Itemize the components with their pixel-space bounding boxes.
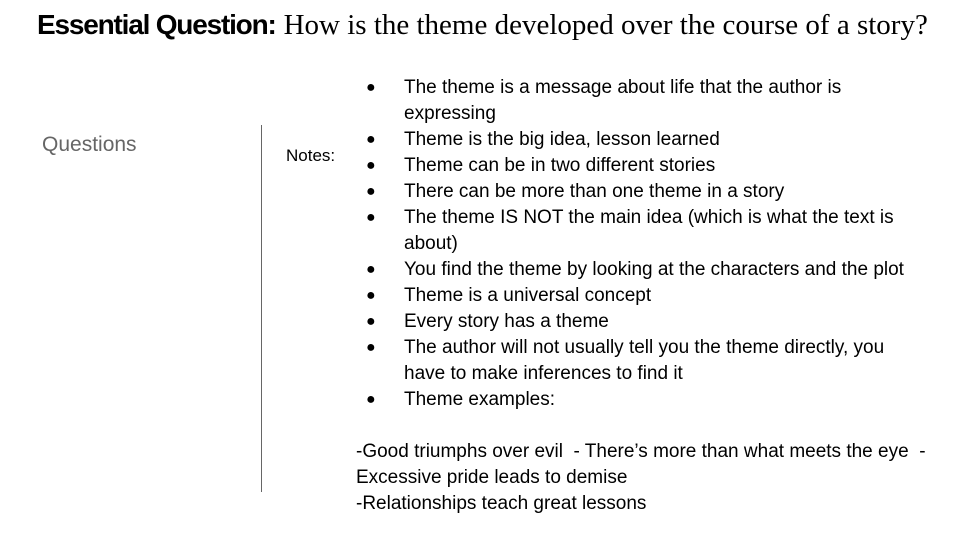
bullet-icon: ● <box>366 157 376 174</box>
bullet-icon: ● <box>366 79 376 96</box>
list-item <box>356 257 916 283</box>
list-item <box>356 335 916 387</box>
note-text: The theme IS NOT the main idea (which is what the text is about) <box>404 207 894 254</box>
column-divider <box>261 125 262 492</box>
note-text: The theme is a message about life that the author is expressing <box>404 77 842 124</box>
list-item <box>356 179 916 205</box>
note-text: Theme is a universal concept <box>404 285 652 306</box>
bullet-icon: ● <box>366 183 376 200</box>
essential-question <box>37 2 937 53</box>
essential-question-label: Essential Question: <box>37 9 276 40</box>
list-item <box>356 309 916 335</box>
essential-question-text: How is the theme developed over the course of a story? <box>283 9 928 41</box>
note-text: Theme can be in two different stories <box>404 155 716 176</box>
bullet-icon: ● <box>366 131 376 148</box>
list-item <box>356 75 916 127</box>
list-item <box>356 205 916 257</box>
note-text: Theme examples: <box>404 389 556 410</box>
bullet-icon: ● <box>366 313 376 330</box>
bullet-icon: ● <box>366 261 376 278</box>
list-item <box>356 153 916 179</box>
list-item <box>356 387 916 413</box>
list-item <box>356 283 916 309</box>
notes-label: Notes: <box>286 146 336 165</box>
note-text: Every story has a theme <box>404 311 609 332</box>
note-text: Theme is the big idea, lesson learned <box>404 129 720 150</box>
questions-column-label: Questions <box>42 133 137 156</box>
theme-examples <box>356 439 936 517</box>
bullet-icon: ● <box>366 287 376 304</box>
note-text: The author will not usually tell you the theme directly, you have to make inferences to find it <box>404 337 885 384</box>
note-text: There can be more than one theme in a story <box>404 181 785 202</box>
note-text: You find the theme by looking at the characters and the plot <box>404 259 904 280</box>
bullet-icon: ● <box>366 391 376 408</box>
list-item <box>356 127 916 153</box>
bullet-icon: ● <box>366 209 376 226</box>
example-line: -Relationships teach great lessons <box>356 493 647 514</box>
notes-list <box>356 75 916 413</box>
bullet-icon: ● <box>366 339 376 356</box>
example-line: -Good triumphs over evil - There’s more than what meets the eye -Excessive pride leads to demise <box>356 441 926 488</box>
